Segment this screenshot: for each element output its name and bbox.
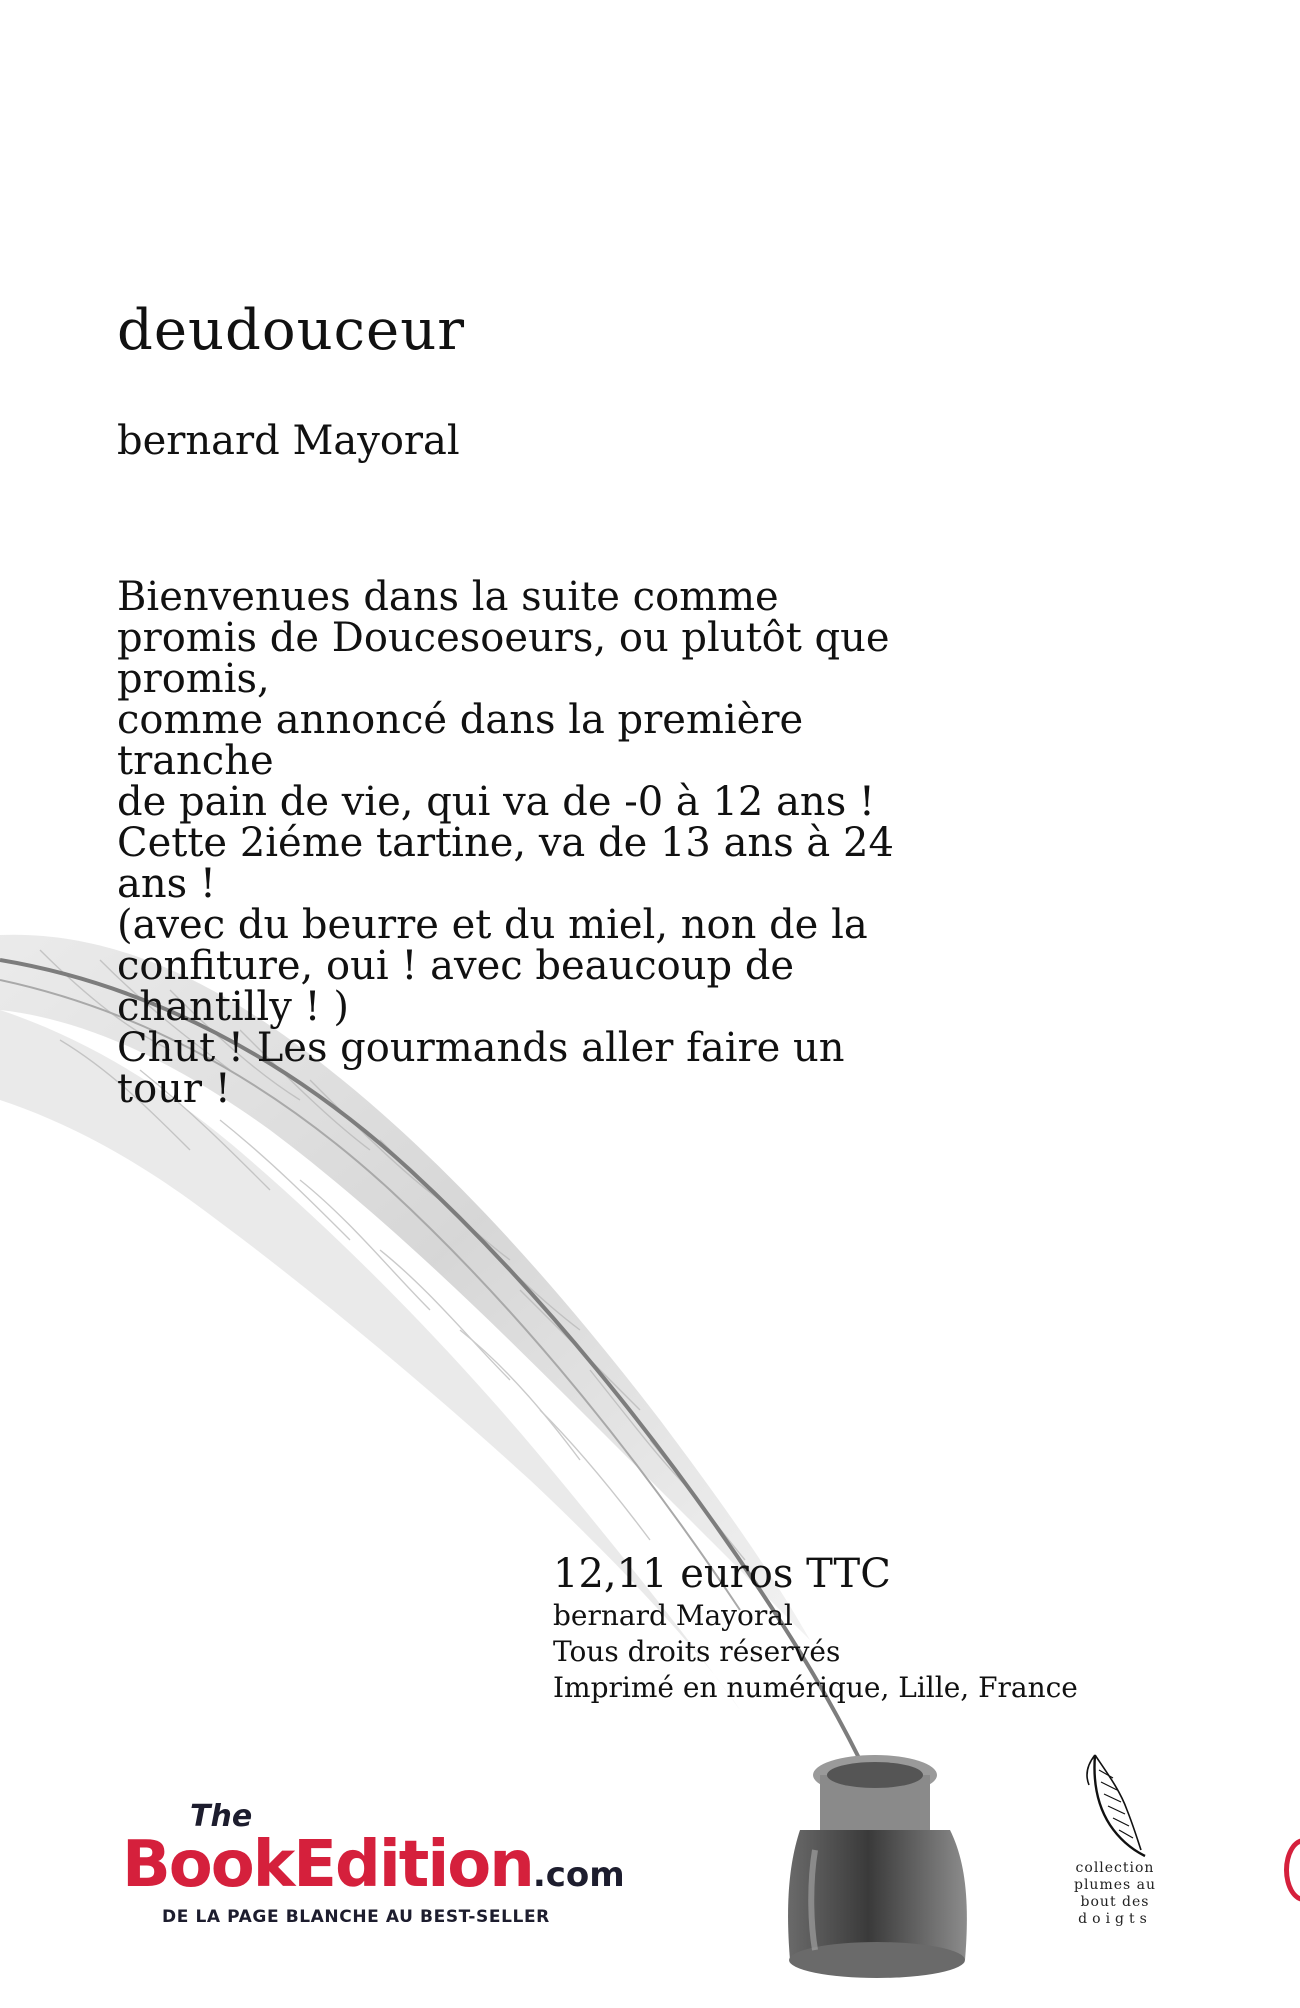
collection-mark <box>1040 1750 1190 1950</box>
blurb-line: promis de Doucesoeurs, ou plutôt que <box>117 615 890 661</box>
blurb-line: comme annoncé dans la première <box>117 697 804 743</box>
blurb-line: chantilly ! ) <box>117 984 349 1030</box>
blurb-line: Bienvenues dans la suite comme <box>117 574 779 620</box>
collection-line: doigts <box>1078 1911 1152 1927</box>
inkwell-illustration <box>788 1755 967 1978</box>
blurb-line: Chut ! Les gourmands aller faire un <box>117 1025 845 1071</box>
print-notice: Imprimé en numérique, Lille, France <box>553 1671 1078 1704</box>
info-author: bernard Mayoral <box>553 1599 793 1632</box>
blurb-text <box>117 574 937 1112</box>
bookedition-logo <box>122 1800 722 1950</box>
blurb-line: Cette 2iéme tartine, va de 13 ans à 24 <box>117 820 894 866</box>
blurb-line: ans ! <box>117 861 216 907</box>
collection-line: bout des <box>1080 1894 1150 1910</box>
blurb-line: confiture, oui ! avec beaucoup de <box>117 943 795 989</box>
book-title: deudouceur <box>117 298 466 363</box>
collection-line: collection <box>1075 1860 1155 1876</box>
blurb-line: promis, <box>117 656 270 702</box>
blurb-line: (avec du beurre et du miel, non de la <box>117 902 868 948</box>
quill-icon <box>1075 1750 1155 1860</box>
collection-line: plumes au <box>1073 1877 1156 1893</box>
logo-main: BookEdition <box>122 1828 533 1902</box>
logo-tld: .com <box>532 1855 625 1895</box>
blurb-line: tour ! <box>117 1066 231 1112</box>
publication-info <box>553 1550 1078 1706</box>
book-author: bernard Mayoral <box>117 418 460 464</box>
blurb-line: de pain de vie, qui va de -0 à 12 ans ! <box>117 779 876 825</box>
price: 12,11 euros TTC <box>553 1551 891 1597</box>
logo-tagline: DE LA PAGE BLANCHE AU BEST-SELLER <box>162 1907 550 1927</box>
logo-wordmark <box>122 1830 625 1910</box>
blurb-line: tranche <box>117 738 274 784</box>
rights-notice: Tous droits réservés <box>553 1635 841 1668</box>
logo-the: The <box>190 1799 253 1834</box>
